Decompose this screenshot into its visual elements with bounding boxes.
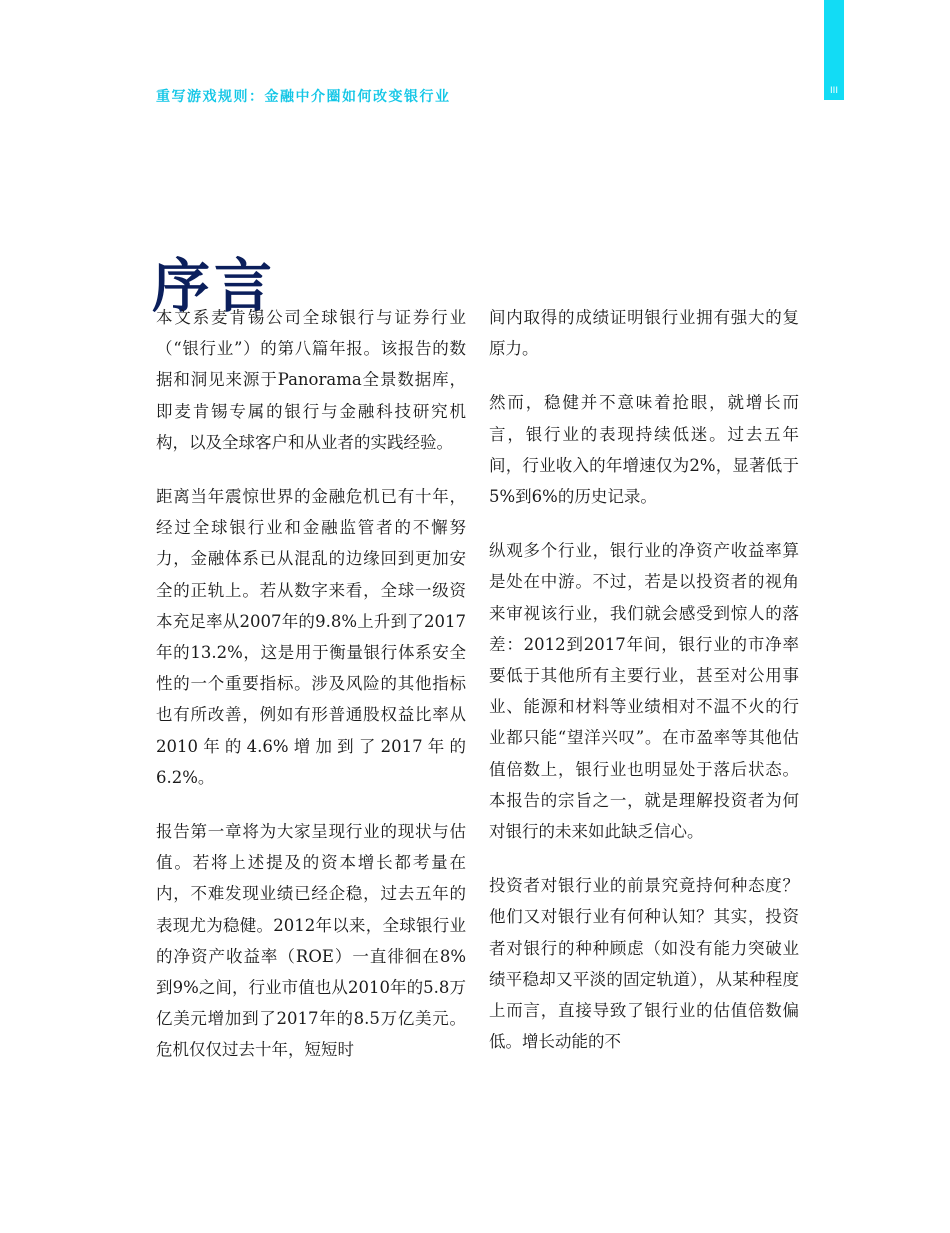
page-title: 序言: [152, 251, 277, 320]
page-tab: [824, 0, 844, 100]
page-number: III: [830, 86, 838, 96]
paragraph: 间内取得的成绩证明银行业拥有强大的复原力。: [489, 308, 799, 359]
paragraph: 然而，稳健并不意味着抢眼，就增长而言，银行业的表现持续低迷。过去五年间，行业收入的年增速仅为2%，显著低于5%到6%的历史记录。: [489, 393, 799, 507]
running-header: 重写游戏规则：金融中介圈如何改变银行业: [156, 89, 451, 105]
paragraph: 本文系麦肯锡公司全球银行与证券行业（“银行业”）的第八篇年报。该报告的数据和洞见来源于Panorama全景数据库，即麦肯锡专属的银行与金融科技研究机构，以及全球客户和从业者的实践经验。: [156, 308, 466, 452]
left-column: [156, 302, 466, 1089]
right-column: [489, 302, 799, 1080]
paragraph: 投资者对银行业的前景究竟持何种态度？他们又对银行业有何种认知？其实，投资者对银行的种种顾虑（如没有能力突破业绩平稳却又平淡的固定轨道），从某种程度上而言，直接导致了银行业的估值倍数偏低。增长动能的不: [489, 876, 799, 1052]
paragraph: 距离当年震惊世界的金融危机已有十年，经过全球银行业和金融监管者的不懈努力，金融体系已从混乱的边缘回到更加安全的正轨上。若从数字来看，全球一级资本充足率从2007年的9.8%上升到了2017年的13.2%，这是用于衡量银行体系安全性的一个重要指标。涉及风险的其他指标也有所改善，例如有形普通股权益比率从2010年的4.6%增加到了2017年的6.2%。: [156, 487, 466, 787]
paragraph: 纵观多个行业，银行业的净资产收益率算是处在中游。不过，若是以投资者的视角来审视该行业，我们就会感受到惊人的落差：2012到2017年间，银行业的市净率要低于其他所有主要行业，甚至对公用事业、能源和材料等业绩相对不温不火的行业都只能“望洋兴叹”。在市盈率等其他估值倍数上，银行业也明显处于落后状态。本报告的宗旨之一，就是理解投资者为何对银行的未来如此缺乏信心。: [489, 541, 799, 842]
paragraph: 报告第一章将为大家呈现行业的现状与估值。若将上述提及的资本增长都考量在内，不难发现业绩已经企稳，过去五年的表现尤为稳健。2012年以来，全球银行业的净资产收益率（ROE）一直徘徊在8%到9%之间，行业市值也从2010年的5.8万亿美元增加到了2017年的8.5万亿美元。危机仅仅过去十年，短短时: [156, 822, 466, 1060]
